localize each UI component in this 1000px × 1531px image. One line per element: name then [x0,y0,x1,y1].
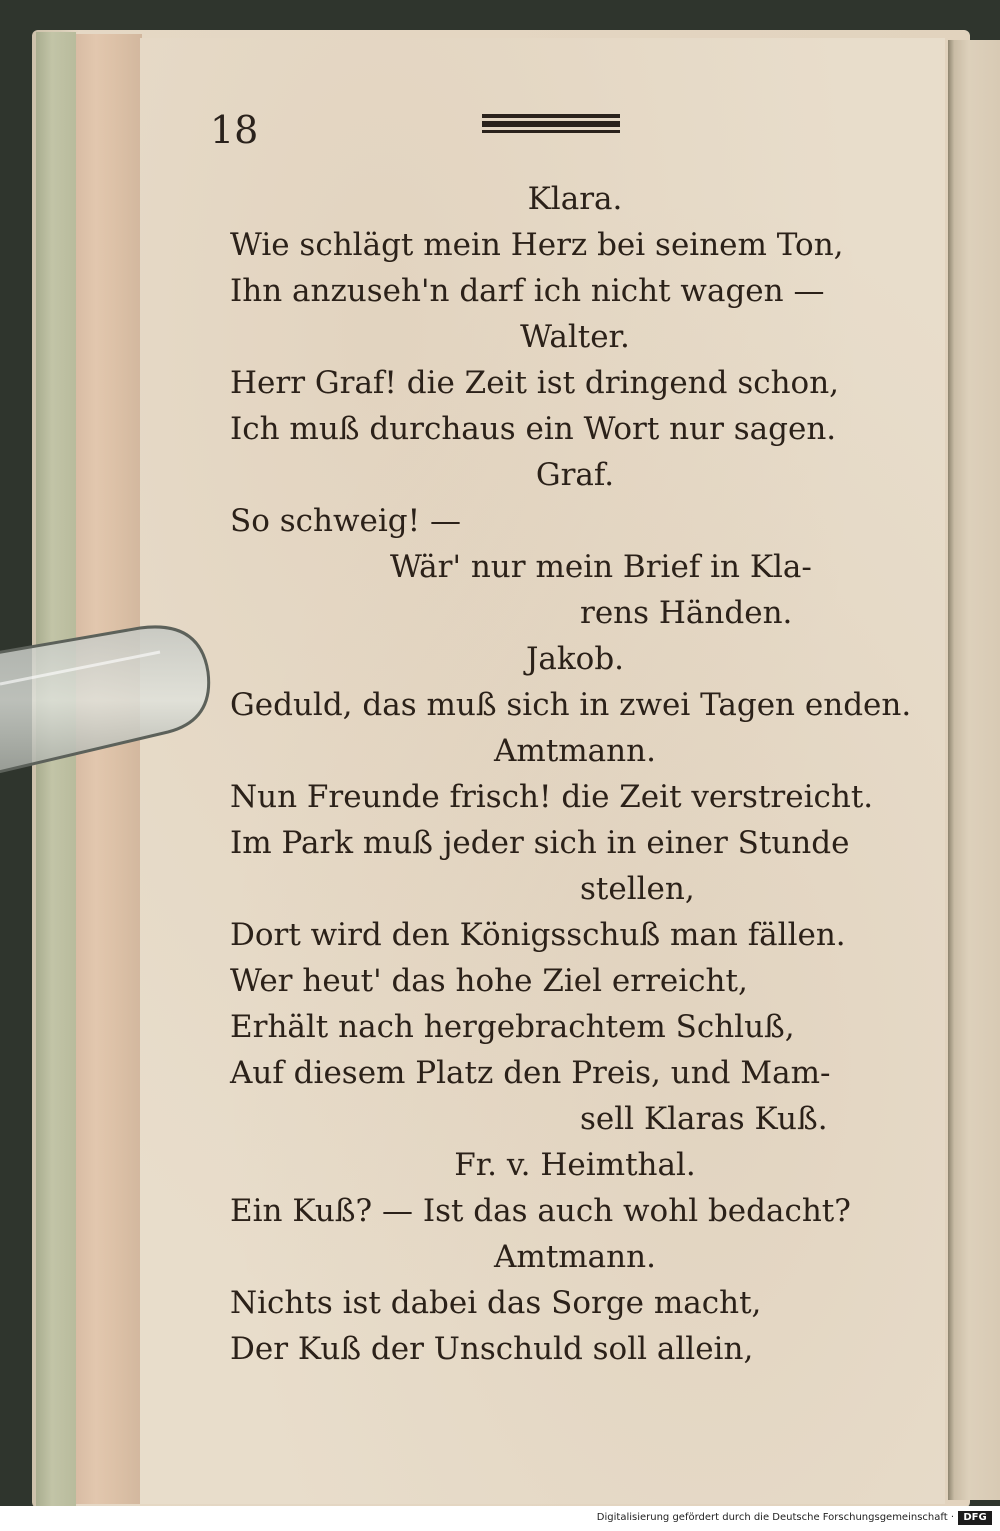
funding-credit: Digitalisierung gefördert durch die Deutsche Forschungsgemeinschaft · [596,1512,954,1523]
verse-line: Wie schlägt mein Herz bei seinem Ton, [230,227,844,263]
dfg-logo: DFG [958,1511,992,1525]
verse-line: Nichts ist dabei das Sorge macht, [230,1285,762,1321]
speaker-name: Amtmann. [494,733,656,769]
verse-line: Auf diesem Platz den Preis, und Mam- [230,1055,831,1091]
verse-line: Wär' nur mein Brief in Kla- [390,549,812,585]
verse-line: rens Händen. [580,595,793,631]
verse-line: Herr Graf! die Zeit ist dringend schon, [230,365,840,401]
verse-line: So schweig! — [230,503,461,539]
speaker-name: Klara. [527,181,623,217]
page-number: 18 [210,108,259,152]
verse-line: sell Klaras Kuß. [580,1101,828,1137]
verse-line: Nun Freunde frisch! die Zeit verstreicht. [230,779,874,815]
speaker-name: Walter. [520,319,630,355]
verse-line: Ein Kuß? — Ist das auch wohl bedacht? [230,1193,851,1229]
speaker-name: Jakob. [525,641,625,677]
page-holder-clip [0,624,212,776]
verse-line: Dort wird den Königsschuß man fällen. [230,917,846,953]
header-rule-ornament [482,112,620,134]
verse-line: Im Park muß jeder sich in einer Stunde [230,825,850,861]
speaker-name: Fr. v. Heimthal. [454,1147,696,1183]
play-text [230,176,920,1372]
verse-line: Geduld, das muß sich in zwei Tagen enden. [230,687,912,723]
speaker-name: Amtmann. [494,1239,656,1275]
verse-line: Wer heut' das hohe Ziel erreicht, [230,963,748,999]
verse-line: stellen, [580,871,695,907]
verse-line: Der Kuß der Unschuld soll allein, [230,1331,754,1367]
facing-page-edge [948,40,1000,1500]
speaker-name: Graf. [535,457,615,493]
footer-bar [0,1506,1000,1531]
verse-line: Ihn anzuseh'n darf ich nicht wagen — [230,273,825,309]
verse-line: Ich muß durchaus ein Wort nur sagen. [230,411,837,447]
verse-line: Erhält nach hergebrachtem Schluß, [230,1009,795,1045]
